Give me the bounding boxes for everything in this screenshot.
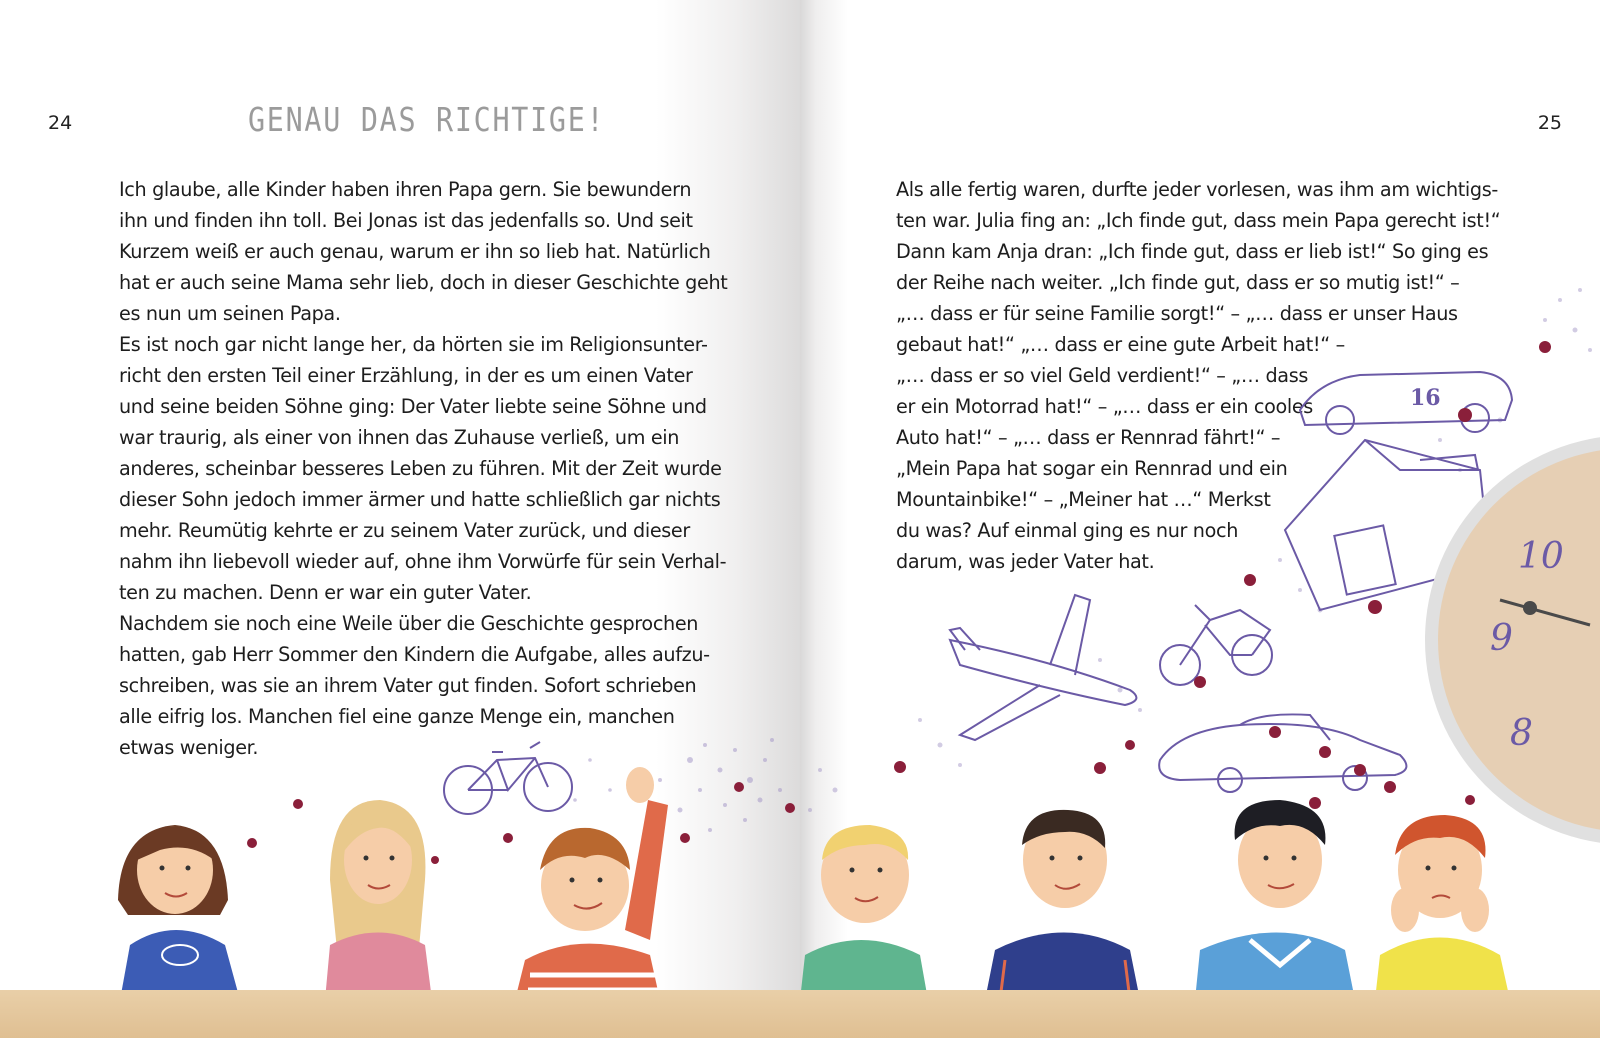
text-line: Nachdem sie noch eine Weile über die Geschichte gesprochen	[119, 612, 699, 635]
clock-numeral-8: 8	[1510, 713, 1533, 754]
child-boy-lightblue-shirt	[1195, 800, 1355, 1000]
text-line: anderes, scheinbar besseres Leben zu führen. Mit der Zeit wurde	[119, 457, 722, 480]
child-girl-pink-shirt	[325, 800, 432, 1000]
clock-numeral-10: 10	[1518, 536, 1564, 577]
table-right	[800, 990, 1600, 1038]
text-line: etwas weniger.	[119, 736, 259, 759]
text-line: „Mein Papa hat sogar ein Rennrad und ein	[896, 457, 1288, 480]
text-line: er ein Motorrad hat!“ – „… dass er ein cooles	[896, 395, 1313, 418]
text-line: nahm ihn liebevoll wieder auf, ohne ihm Vorwürfe für sein Verhal-	[119, 550, 727, 573]
child-boy-green-shirt	[800, 825, 928, 1000]
text-line: Ich glaube, alle Kinder haben ihren Papa gern. Sie bewundern	[119, 178, 692, 201]
text-line: richt den ersten Teil einer Erzählung, in der es um einen Vater	[119, 364, 693, 387]
text-line: Als alle fertig waren, durfte jeder vorlesen, was ihm am wichtigs-	[896, 178, 1498, 201]
text-line: schreiben, was sie an ihrem Vater gut finden. Sofort schrieben	[119, 674, 697, 697]
page-number-right: 25	[1537, 112, 1562, 134]
clock-numeral-9: 9	[1490, 618, 1513, 659]
text-line: ten war. Julia fing an: „Ich finde gut, dass mein Papa gerecht ist!“	[896, 209, 1501, 232]
text-line: Dann kam Anja dran: „Ich finde gut, dass er lieb ist!“ So ging es	[896, 240, 1489, 263]
text-line: alle eifrig los. Manchen fiel eine ganze Menge ein, manchen	[119, 705, 675, 728]
text-line: war traurig, als einer von ihnen das Zuhause verließ, um ein	[119, 426, 680, 449]
right-page	[800, 0, 1600, 1038]
child-boy-navy-shirt	[985, 810, 1140, 1000]
car-drawing	[1159, 714, 1406, 792]
text-line: Kurzem weiß er auch genau, warum er ihn so lieb hat. Natürlich	[119, 240, 711, 263]
race-car-number: 16	[1410, 385, 1441, 411]
dots-left	[247, 782, 795, 864]
text-line: und seine beiden Söhne ging: Der Vater liebte seine Söhne und	[119, 395, 707, 418]
text-line: Es ist noch gar nicht lange her, da hörten sie im Religionsunter-	[119, 333, 708, 356]
text-line: Mountainbike!“ – „Meiner hat …“ Merkst	[896, 488, 1271, 511]
child-boy-raising-hand	[515, 767, 668, 1000]
text-line: „… dass er so viel Geld verdient!“ – „… dass	[896, 364, 1308, 387]
right-illustration	[800, 0, 1600, 1038]
text-line: ihn und finden ihn toll. Bei Jonas ist das jedenfalls so. Und seit	[119, 209, 693, 232]
motorbike-drawing	[1160, 605, 1272, 685]
text-line: du was? Auf einmal ging es nur noch	[896, 519, 1239, 542]
text-line: ten zu machen. Denn er war ein guter Vater.	[119, 581, 532, 604]
page-number-left: 24	[48, 112, 73, 134]
clock-drawing	[1425, 435, 1600, 845]
text-line: gebaut hat!“ „… dass er eine gute Arbeit hat!“ –	[896, 333, 1345, 356]
chapter-title: GENAU DAS RICHTIGE!	[248, 100, 606, 139]
child-boy-yellow-shirt	[1375, 815, 1510, 1000]
text-line: der Reihe nach weiter. „Ich finde gut, dass er so mutig ist!“ –	[896, 271, 1460, 294]
text-line: darum, was jeder Vater hat.	[896, 550, 1155, 573]
text-line: „… dass er für seine Familie sorgt!“ – „… dass er unser Haus	[896, 302, 1458, 325]
text-line: mehr. Reumütig kehrte er zu seinem Vater zurück, und dieser	[119, 519, 690, 542]
child-girl-blue-shirt	[118, 825, 240, 1000]
table-left	[0, 990, 800, 1038]
speckle-cloud-left	[573, 738, 782, 832]
airplane-drawing	[950, 595, 1136, 740]
text-line: dieser Sohn jedoch immer ärmer und hatte schließlich gar nichts	[119, 488, 721, 511]
bicycle-drawing	[444, 742, 572, 814]
text-line: hatten, gab Herr Sommer den Kindern die Aufgabe, alles aufzu-	[119, 643, 710, 666]
race-car-drawing	[1300, 372, 1512, 434]
text-line: es nun um seinen Papa.	[119, 302, 341, 325]
text-line: hat er auch seine Mama sehr lieb, doch in dieser Geschichte geht	[119, 271, 728, 294]
text-line: Auto hat!“ – „… dass er Rennrad fährt!“ –	[896, 426, 1281, 449]
